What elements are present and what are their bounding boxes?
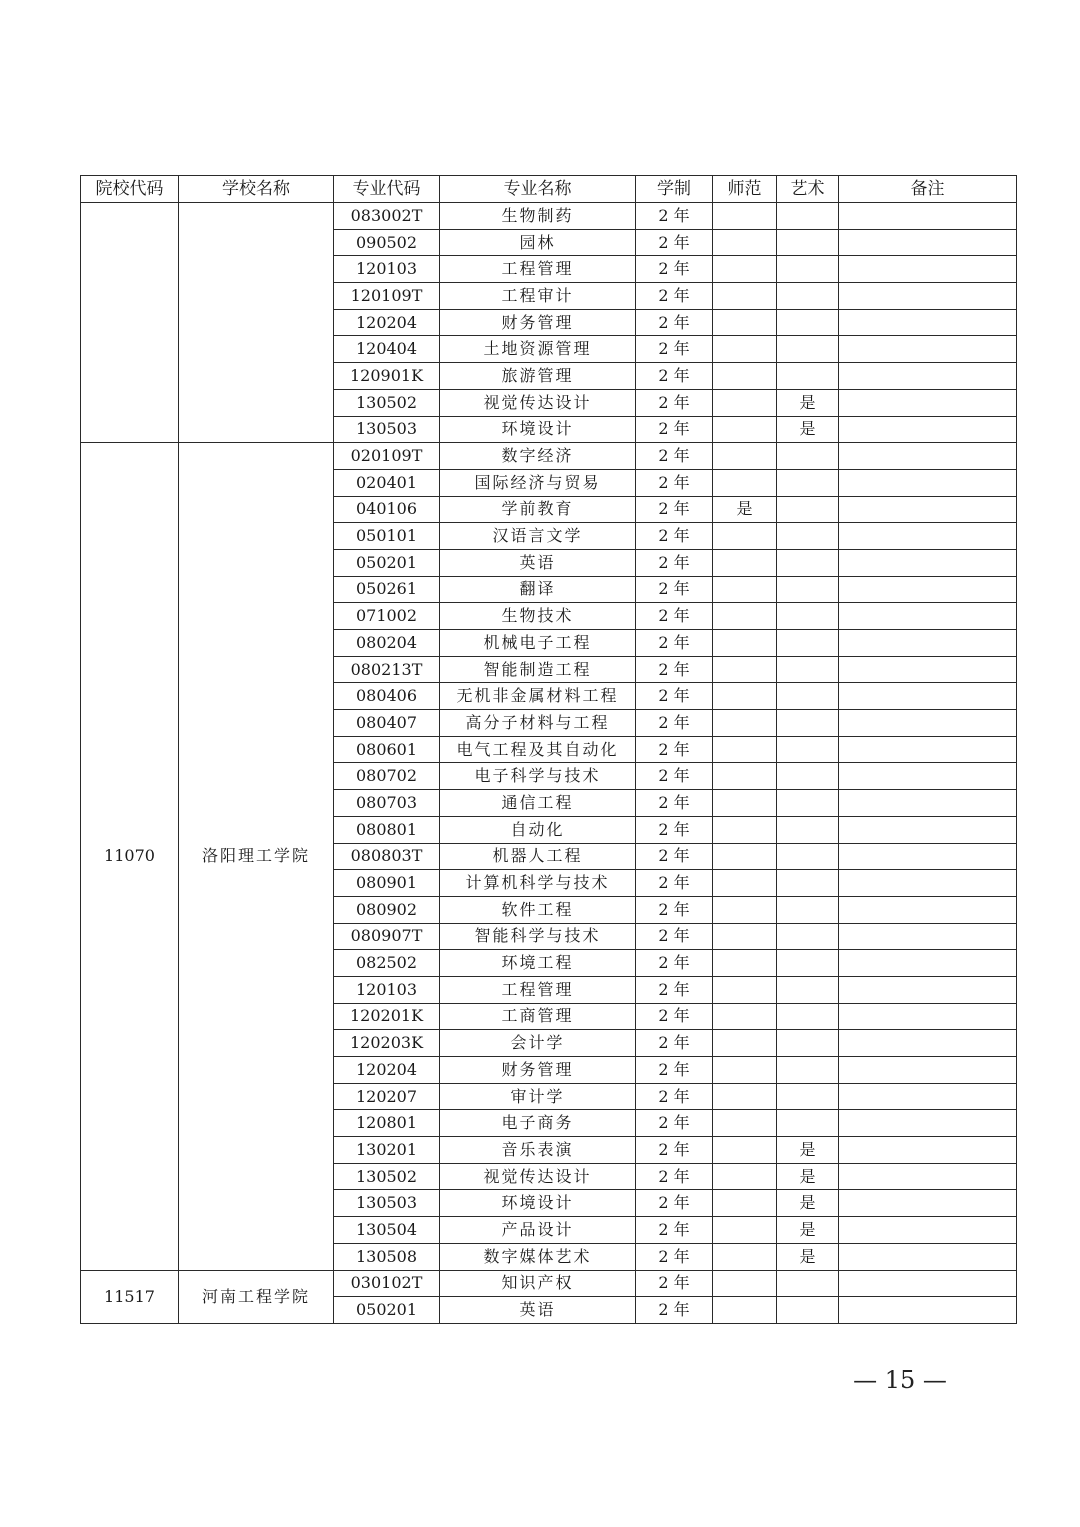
art-cell: 是 xyxy=(777,1243,839,1270)
major-name-cell: 审计学 xyxy=(440,1083,636,1110)
duration-cell: 2 年 xyxy=(636,630,713,657)
notes-cell xyxy=(839,870,1017,897)
duration-cell: 2 年 xyxy=(636,443,713,470)
art-cell xyxy=(777,870,839,897)
normal-cell xyxy=(713,736,777,763)
major-name-cell: 计算机科学与技术 xyxy=(440,870,636,897)
major-code-cell: 120901K xyxy=(334,363,440,390)
duration-cell: 2 年 xyxy=(636,1243,713,1270)
art-cell xyxy=(777,763,839,790)
art-cell xyxy=(777,283,839,310)
duration-cell: 2 年 xyxy=(636,1003,713,1030)
major-code-cell: 120103 xyxy=(334,256,440,283)
major-name-cell: 视觉传达设计 xyxy=(440,389,636,416)
art-cell xyxy=(777,549,839,576)
major-code-cell: 080407 xyxy=(334,710,440,737)
major-code-cell: 050201 xyxy=(334,549,440,576)
major-code-cell: 120204 xyxy=(334,1057,440,1084)
duration-cell: 2 年 xyxy=(636,843,713,870)
normal-cell xyxy=(713,1163,777,1190)
art-cell xyxy=(777,656,839,683)
major-name-cell: 产品设计 xyxy=(440,1217,636,1244)
art-cell xyxy=(777,790,839,817)
art-cell xyxy=(777,603,839,630)
normal-cell xyxy=(713,1137,777,1164)
duration-cell: 2 年 xyxy=(636,203,713,230)
school-name-cell: 河南工程学院 xyxy=(179,1270,334,1323)
notes-cell xyxy=(839,816,1017,843)
major-name-cell: 旅游管理 xyxy=(440,363,636,390)
major-name-cell: 机器人工程 xyxy=(440,843,636,870)
art-cell xyxy=(777,363,839,390)
duration-cell: 2 年 xyxy=(636,229,713,256)
school-name-cell xyxy=(179,203,334,443)
major-name-cell: 英语 xyxy=(440,549,636,576)
normal-cell xyxy=(713,896,777,923)
duration-cell: 2 年 xyxy=(636,603,713,630)
art-cell xyxy=(777,576,839,603)
major-name-cell: 财务管理 xyxy=(440,1057,636,1084)
normal-cell xyxy=(713,576,777,603)
notes-cell xyxy=(839,549,1017,576)
art-cell xyxy=(777,736,839,763)
notes-cell xyxy=(839,256,1017,283)
major-name-cell: 视觉传达设计 xyxy=(440,1163,636,1190)
notes-cell xyxy=(839,1030,1017,1057)
major-name-cell: 土地资源管理 xyxy=(440,336,636,363)
header-row xyxy=(81,176,1017,203)
major-code-cell: 050201 xyxy=(334,1297,440,1324)
notes-cell xyxy=(839,710,1017,737)
art-cell xyxy=(777,683,839,710)
normal-cell xyxy=(713,1297,777,1324)
normal-cell xyxy=(713,1003,777,1030)
page-number: — 15 — xyxy=(853,1366,947,1394)
normal-cell xyxy=(713,1110,777,1137)
notes-cell xyxy=(839,496,1017,523)
major-code-cell: 120207 xyxy=(334,1083,440,1110)
major-name-cell: 环境设计 xyxy=(440,416,636,443)
normal-cell xyxy=(713,523,777,550)
notes-cell xyxy=(839,630,1017,657)
major-name-cell: 高分子材料与工程 xyxy=(440,710,636,737)
art-cell xyxy=(777,1110,839,1137)
notes-cell xyxy=(839,736,1017,763)
art-cell xyxy=(777,309,839,336)
major-code-cell: 130508 xyxy=(334,1243,440,1270)
normal-cell xyxy=(713,469,777,496)
school-code-cell: 11070 xyxy=(81,443,179,1270)
duration-cell: 2 年 xyxy=(636,549,713,576)
notes-cell xyxy=(839,469,1017,496)
duration-cell: 2 年 xyxy=(636,309,713,336)
art-cell xyxy=(777,1057,839,1084)
art-cell xyxy=(777,843,839,870)
major-code-cell: 020401 xyxy=(334,469,440,496)
major-code-cell: 080204 xyxy=(334,630,440,657)
major-code-cell: 020109T xyxy=(334,443,440,470)
art-cell xyxy=(777,469,839,496)
major-code-cell: 080601 xyxy=(334,736,440,763)
duration-cell: 2 年 xyxy=(636,736,713,763)
major-code-cell: 082502 xyxy=(334,950,440,977)
normal-cell xyxy=(713,363,777,390)
duration-cell: 2 年 xyxy=(636,1297,713,1324)
notes-cell xyxy=(839,950,1017,977)
duration-cell: 2 年 xyxy=(636,656,713,683)
notes-cell xyxy=(839,1217,1017,1244)
art-cell xyxy=(777,896,839,923)
header-major-name: 专业名称 xyxy=(440,176,636,203)
normal-cell xyxy=(713,389,777,416)
notes-cell xyxy=(839,1083,1017,1110)
major-name-cell: 环境工程 xyxy=(440,950,636,977)
normal-cell xyxy=(713,443,777,470)
art-cell: 是 xyxy=(777,1217,839,1244)
major-name-cell: 生物技术 xyxy=(440,603,636,630)
notes-cell xyxy=(839,336,1017,363)
duration-cell: 2 年 xyxy=(636,816,713,843)
normal-cell xyxy=(713,229,777,256)
notes-cell xyxy=(839,976,1017,1003)
notes-cell xyxy=(839,523,1017,550)
notes-cell xyxy=(839,656,1017,683)
header-school-code: 院校代码 xyxy=(81,176,179,203)
major-name-cell: 园林 xyxy=(440,229,636,256)
duration-cell: 2 年 xyxy=(636,523,713,550)
duration-cell: 2 年 xyxy=(636,1270,713,1297)
major-code-cell: 050101 xyxy=(334,523,440,550)
normal-cell xyxy=(713,843,777,870)
art-cell xyxy=(777,256,839,283)
header-notes: 备注 xyxy=(839,176,1017,203)
major-name-cell: 智能科学与技术 xyxy=(440,923,636,950)
major-code-cell: 083002T xyxy=(334,203,440,230)
notes-cell xyxy=(839,443,1017,470)
normal-cell xyxy=(713,336,777,363)
duration-cell: 2 年 xyxy=(636,389,713,416)
art-cell: 是 xyxy=(777,1163,839,1190)
major-name-cell: 知识产权 xyxy=(440,1270,636,1297)
major-name-cell: 生物制药 xyxy=(440,203,636,230)
major-code-cell: 120103 xyxy=(334,976,440,1003)
major-code-cell: 130502 xyxy=(334,1163,440,1190)
duration-cell: 2 年 xyxy=(636,976,713,1003)
duration-cell: 2 年 xyxy=(636,683,713,710)
major-code-cell: 080902 xyxy=(334,896,440,923)
major-name-cell: 会计学 xyxy=(440,1030,636,1057)
major-code-cell: 130504 xyxy=(334,1217,440,1244)
major-name-cell: 音乐表演 xyxy=(440,1137,636,1164)
art-cell xyxy=(777,950,839,977)
normal-cell xyxy=(713,1057,777,1084)
major-name-cell: 英语 xyxy=(440,1297,636,1324)
major-code-cell: 080907T xyxy=(334,923,440,950)
notes-cell xyxy=(839,389,1017,416)
duration-cell: 2 年 xyxy=(636,1110,713,1137)
major-name-cell: 学前教育 xyxy=(440,496,636,523)
major-code-cell: 120801 xyxy=(334,1110,440,1137)
major-code-cell: 130201 xyxy=(334,1137,440,1164)
notes-cell xyxy=(839,309,1017,336)
notes-cell xyxy=(839,923,1017,950)
normal-cell xyxy=(713,549,777,576)
major-code-cell: 130503 xyxy=(334,416,440,443)
major-code-cell: 130502 xyxy=(334,389,440,416)
major-name-cell: 通信工程 xyxy=(440,790,636,817)
duration-cell: 2 年 xyxy=(636,790,713,817)
duration-cell: 2 年 xyxy=(636,469,713,496)
art-cell xyxy=(777,1030,839,1057)
notes-cell xyxy=(839,576,1017,603)
notes-cell xyxy=(839,763,1017,790)
notes-cell xyxy=(839,843,1017,870)
notes-cell xyxy=(839,203,1017,230)
major-code-cell: 130503 xyxy=(334,1190,440,1217)
notes-cell xyxy=(839,1297,1017,1324)
major-name-cell: 智能制造工程 xyxy=(440,656,636,683)
art-cell xyxy=(777,630,839,657)
major-code-cell: 080901 xyxy=(334,870,440,897)
duration-cell: 2 年 xyxy=(636,950,713,977)
art-cell xyxy=(777,1270,839,1297)
duration-cell: 2 年 xyxy=(636,496,713,523)
major-code-cell: 040106 xyxy=(334,496,440,523)
art-cell xyxy=(777,229,839,256)
notes-cell xyxy=(839,1110,1017,1137)
majors-table xyxy=(80,175,1017,1324)
art-cell xyxy=(777,1083,839,1110)
normal-cell xyxy=(713,1270,777,1297)
art-cell xyxy=(777,816,839,843)
duration-cell: 2 年 xyxy=(636,763,713,790)
header-normal: 师范 xyxy=(713,176,777,203)
notes-cell xyxy=(839,790,1017,817)
major-name-cell: 电子商务 xyxy=(440,1110,636,1137)
major-code-cell: 080801 xyxy=(334,816,440,843)
table-body xyxy=(81,203,1017,1324)
normal-cell xyxy=(713,1190,777,1217)
major-name-cell: 数字媒体艺术 xyxy=(440,1243,636,1270)
duration-cell: 2 年 xyxy=(636,1217,713,1244)
major-code-cell: 080406 xyxy=(334,683,440,710)
normal-cell xyxy=(713,816,777,843)
normal-cell xyxy=(713,763,777,790)
normal-cell: 是 xyxy=(713,496,777,523)
normal-cell xyxy=(713,923,777,950)
major-code-cell: 090502 xyxy=(334,229,440,256)
notes-cell xyxy=(839,1137,1017,1164)
notes-cell xyxy=(839,229,1017,256)
major-name-cell: 财务管理 xyxy=(440,309,636,336)
notes-cell xyxy=(839,363,1017,390)
normal-cell xyxy=(713,790,777,817)
major-name-cell: 电气工程及其自动化 xyxy=(440,736,636,763)
school-code-cell xyxy=(81,203,179,443)
normal-cell xyxy=(713,656,777,683)
art-cell xyxy=(777,523,839,550)
table-row xyxy=(81,203,1017,230)
major-code-cell: 120204 xyxy=(334,309,440,336)
duration-cell: 2 年 xyxy=(636,363,713,390)
duration-cell: 2 年 xyxy=(636,1030,713,1057)
notes-cell xyxy=(839,416,1017,443)
notes-cell xyxy=(839,1163,1017,1190)
major-code-cell: 080213T xyxy=(334,656,440,683)
art-cell xyxy=(777,1003,839,1030)
duration-cell: 2 年 xyxy=(636,1057,713,1084)
normal-cell xyxy=(713,256,777,283)
school-code-cell: 11517 xyxy=(81,1270,179,1323)
notes-cell xyxy=(839,896,1017,923)
notes-cell xyxy=(839,283,1017,310)
normal-cell xyxy=(713,1083,777,1110)
header-duration: 学制 xyxy=(636,176,713,203)
school-name-cell: 洛阳理工学院 xyxy=(179,443,334,1270)
major-code-cell: 030102T xyxy=(334,1270,440,1297)
header-school-name: 学校名称 xyxy=(179,176,334,203)
table-header xyxy=(81,176,1017,203)
art-cell xyxy=(777,1297,839,1324)
normal-cell xyxy=(713,416,777,443)
notes-cell xyxy=(839,603,1017,630)
art-cell xyxy=(777,923,839,950)
art-cell xyxy=(777,710,839,737)
header-art: 艺术 xyxy=(777,176,839,203)
art-cell xyxy=(777,336,839,363)
duration-cell: 2 年 xyxy=(636,896,713,923)
normal-cell xyxy=(713,976,777,1003)
duration-cell: 2 年 xyxy=(636,416,713,443)
normal-cell xyxy=(713,950,777,977)
duration-cell: 2 年 xyxy=(636,576,713,603)
normal-cell xyxy=(713,710,777,737)
duration-cell: 2 年 xyxy=(636,870,713,897)
duration-cell: 2 年 xyxy=(636,1137,713,1164)
notes-cell xyxy=(839,1003,1017,1030)
major-name-cell: 数字经济 xyxy=(440,443,636,470)
major-name-cell: 国际经济与贸易 xyxy=(440,469,636,496)
duration-cell: 2 年 xyxy=(636,256,713,283)
duration-cell: 2 年 xyxy=(636,336,713,363)
normal-cell xyxy=(713,283,777,310)
art-cell xyxy=(777,443,839,470)
notes-cell xyxy=(839,683,1017,710)
duration-cell: 2 年 xyxy=(636,283,713,310)
normal-cell xyxy=(713,603,777,630)
art-cell: 是 xyxy=(777,416,839,443)
major-name-cell: 机械电子工程 xyxy=(440,630,636,657)
normal-cell xyxy=(713,203,777,230)
art-cell: 是 xyxy=(777,389,839,416)
normal-cell xyxy=(713,683,777,710)
duration-cell: 2 年 xyxy=(636,1190,713,1217)
notes-cell xyxy=(839,1243,1017,1270)
art-cell xyxy=(777,976,839,1003)
table-row xyxy=(81,443,1017,470)
major-code-cell: 120109T xyxy=(334,283,440,310)
art-cell: 是 xyxy=(777,1190,839,1217)
major-code-cell: 120201K xyxy=(334,1003,440,1030)
art-cell: 是 xyxy=(777,1137,839,1164)
duration-cell: 2 年 xyxy=(636,710,713,737)
notes-cell xyxy=(839,1057,1017,1084)
major-name-cell: 环境设计 xyxy=(440,1190,636,1217)
major-code-cell: 080702 xyxy=(334,763,440,790)
major-name-cell: 软件工程 xyxy=(440,896,636,923)
major-name-cell: 汉语言文学 xyxy=(440,523,636,550)
major-name-cell: 工商管理 xyxy=(440,1003,636,1030)
normal-cell xyxy=(713,1243,777,1270)
normal-cell xyxy=(713,870,777,897)
normal-cell xyxy=(713,309,777,336)
major-name-cell: 工程管理 xyxy=(440,256,636,283)
table-row xyxy=(81,1270,1017,1297)
major-name-cell: 工程管理 xyxy=(440,976,636,1003)
major-name-cell: 自动化 xyxy=(440,816,636,843)
duration-cell: 2 年 xyxy=(636,1083,713,1110)
major-code-cell: 050261 xyxy=(334,576,440,603)
major-name-cell: 无机非金属材料工程 xyxy=(440,683,636,710)
major-code-cell: 120203K xyxy=(334,1030,440,1057)
normal-cell xyxy=(713,1030,777,1057)
art-cell xyxy=(777,203,839,230)
major-name-cell: 工程审计 xyxy=(440,283,636,310)
duration-cell: 2 年 xyxy=(636,923,713,950)
normal-cell xyxy=(713,1217,777,1244)
notes-cell xyxy=(839,1270,1017,1297)
major-code-cell: 080703 xyxy=(334,790,440,817)
major-name-cell: 电子科学与技术 xyxy=(440,763,636,790)
normal-cell xyxy=(713,630,777,657)
major-name-cell: 翻译 xyxy=(440,576,636,603)
major-code-cell: 080803T xyxy=(334,843,440,870)
duration-cell: 2 年 xyxy=(636,1163,713,1190)
major-code-cell: 071002 xyxy=(334,603,440,630)
header-major-code: 专业代码 xyxy=(334,176,440,203)
art-cell xyxy=(777,496,839,523)
notes-cell xyxy=(839,1190,1017,1217)
major-code-cell: 120404 xyxy=(334,336,440,363)
